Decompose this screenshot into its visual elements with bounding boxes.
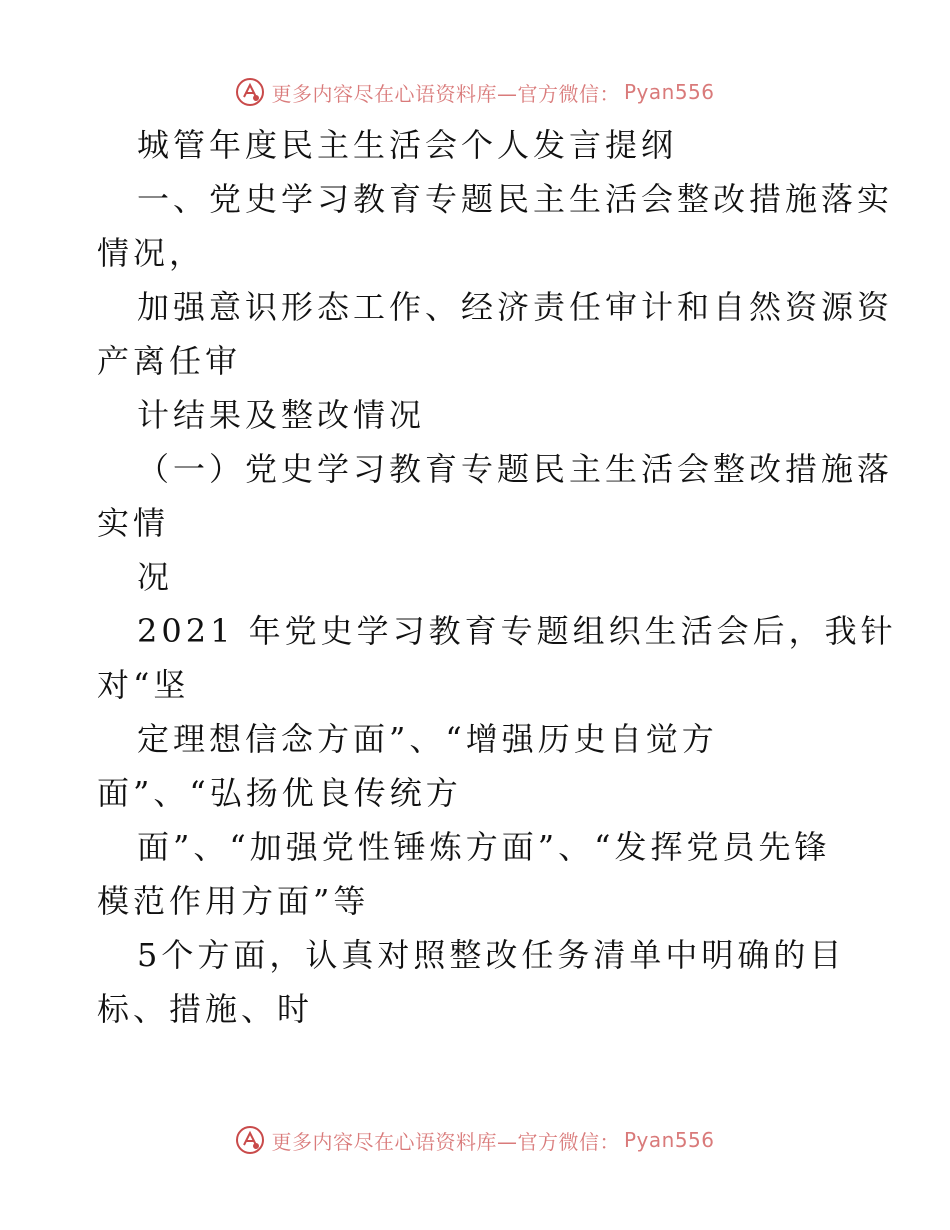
footer-banner [0,1120,950,1160]
text-line: 面”、“加强党性锤炼方面”、“发挥党员先锋 [137,828,831,866]
subsection-heading: （一）党史学习教育专题民主生活会整改措施落 [137,450,894,488]
text-line: 计结果及整改情况 [137,396,426,434]
text-line: 5个方面，认真对照整改任务清单中明确的目 [137,936,846,974]
text-line: 况 [137,558,174,596]
text-line: 定理想信念方面”、“增强历史自觉方 [137,720,718,758]
banner-text: 更多内容尽在心语资料库—官方微信： [271,81,620,106]
header-banner [0,72,950,112]
banner-text: 更多内容尽在心语资料库—官方微信： [271,1129,620,1154]
banner-wechat-id: Pyan556 [623,1128,715,1152]
text-line: 2021 年党史学习教育专题组织生活会后，我针 [137,612,897,650]
text-line: 对“坚 [97,666,190,704]
document-title: 城管年度民主生活会个人发言提纲 [137,126,678,164]
text-line: 加强意识形态工作、经济责任审计和自然资源资 [137,288,894,326]
banner-wechat-id: Pyan556 [623,80,715,104]
seal-logo-icon [235,77,265,107]
text-line: 面”、“弘扬优良传统方 [97,774,462,812]
section-heading: 一、党史学习教育专题民主生活会整改措施落实 [137,180,894,218]
text-line: 标、措施、时 [97,990,314,1028]
text-line: 实情 [97,504,170,542]
document-body [97,118,897,1036]
text-line: 产离任审 [97,342,242,380]
text-line: 情况， [97,234,206,272]
seal-logo-icon [235,1125,265,1155]
text-line: 模范作用方面”等 [97,882,370,920]
